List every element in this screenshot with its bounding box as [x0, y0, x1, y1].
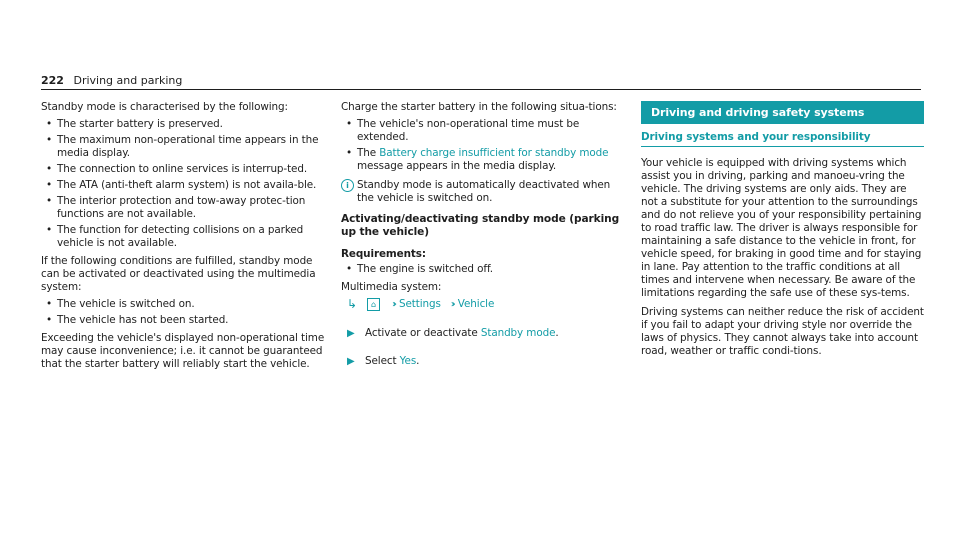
page-header: [41, 74, 182, 88]
list-item: • The interior protection and tow-away protec-tion functions are not available.: [46, 195, 306, 220]
list-item: • The engine is switched off.: [346, 263, 493, 275]
double-chevron-icon: ››: [450, 299, 453, 310]
info-note: [341, 179, 626, 205]
home-icon: ⌂: [367, 298, 380, 311]
requirements-heading: Requirements:: [341, 248, 426, 260]
list-item: • The connection to online services is interrup-ted.: [46, 163, 308, 175]
battery-message-link: Battery charge insufficient for standby mode: [379, 147, 609, 159]
step-arrow-icon: ▶: [347, 356, 355, 367]
step-arrow-icon: ▶: [347, 328, 355, 339]
charge-intro: Charge the starter battery in the following situa-tions:: [341, 101, 617, 113]
list-item: • The vehicle has not been started.: [46, 314, 229, 326]
list-item: • The starter battery is preserved.: [46, 118, 223, 130]
column-right: [641, 101, 924, 362]
column-left: [41, 101, 327, 375]
standby-intro: Standby mode is characterised by the following:: [41, 101, 288, 113]
menu-path: [341, 298, 626, 311]
list-item: • The ATA (anti-theft alarm system) is not availa-ble.: [46, 179, 317, 191]
menu-vehicle: Vehicle: [457, 298, 495, 310]
conditions-paragraph: If the following conditions are fulfilled, standby mode can be activated or deactivated using the multimedia system:: [41, 255, 316, 293]
yes-option-link: Yes: [399, 355, 417, 367]
header-rule: [41, 89, 921, 90]
responsibility-paragraph: Your vehicle is equipped with driving systems which assist you in driving, parking and manoeu-vring the vehicle. The driving systems are only aids. They are not a substitute for your attention to the surroundings and do not relieve you of your responsibility pertaining to road traffic law. The driver is always responsible for maintaining a safe distance to the vehicle in front, for vehicle speed, for braking in good time and for staying in lane. Pay attention to the traffic conditions at all times and intervene when necessary. Be aware of the limitations regarding the safe use of these sys-tems.: [641, 157, 922, 299]
info-icon: i: [341, 179, 354, 192]
corner-arrow-icon: ↳: [347, 297, 357, 311]
standby-subheading: Activating/deactivating standby mode (parking up the vehicle): [341, 213, 620, 238]
double-chevron-icon: ››: [391, 299, 394, 310]
standby-features-list: [41, 118, 327, 250]
list-item: • The function for detecting collisions on a parked vehicle is not available.: [46, 224, 304, 249]
column-middle: [341, 101, 626, 383]
list-item: • The vehicle's non-operational time must be extended.: [346, 118, 580, 143]
requirements-list: [341, 263, 626, 276]
list-item: • The Battery charge insufficient for standby mode message appears in the media display.: [346, 147, 609, 172]
list-item: • The maximum non-operational time appears in the media display.: [46, 134, 319, 159]
step-select: ▶ Select Yes.: [347, 355, 420, 367]
standby-mode-link: Standby mode: [480, 327, 556, 339]
section-title: Driving systems and your responsibility: [641, 131, 924, 147]
page-number: 222: [41, 74, 64, 87]
step-activate: ▶ Activate or deactivate Standby mode.: [347, 327, 559, 339]
chapter-banner: Driving and driving safety systems: [641, 101, 924, 124]
limits-paragraph: Driving systems can neither reduce the risk of accident if you fail to adapt your driving style nor override the laws of physics. They cannot always take into account road, weather or traffic condi-tions.: [641, 306, 924, 357]
note-text: Standby mode is automatically deactivated when the vehicle is switched on.: [357, 179, 611, 204]
charge-list: [341, 118, 626, 173]
list-item: • The vehicle is switched on.: [46, 298, 195, 310]
menu-settings: Settings: [398, 298, 441, 310]
warning-paragraph: Exceeding the vehicle's displayed non-operational time may cause inconvenience; i.e. it cannot be guaranteed that the starter battery will reliably start the vehicle.: [41, 332, 325, 370]
multimedia-label: Multimedia system:: [341, 281, 442, 293]
section-name: Driving and parking: [73, 74, 183, 87]
conditions-list: [41, 298, 327, 327]
